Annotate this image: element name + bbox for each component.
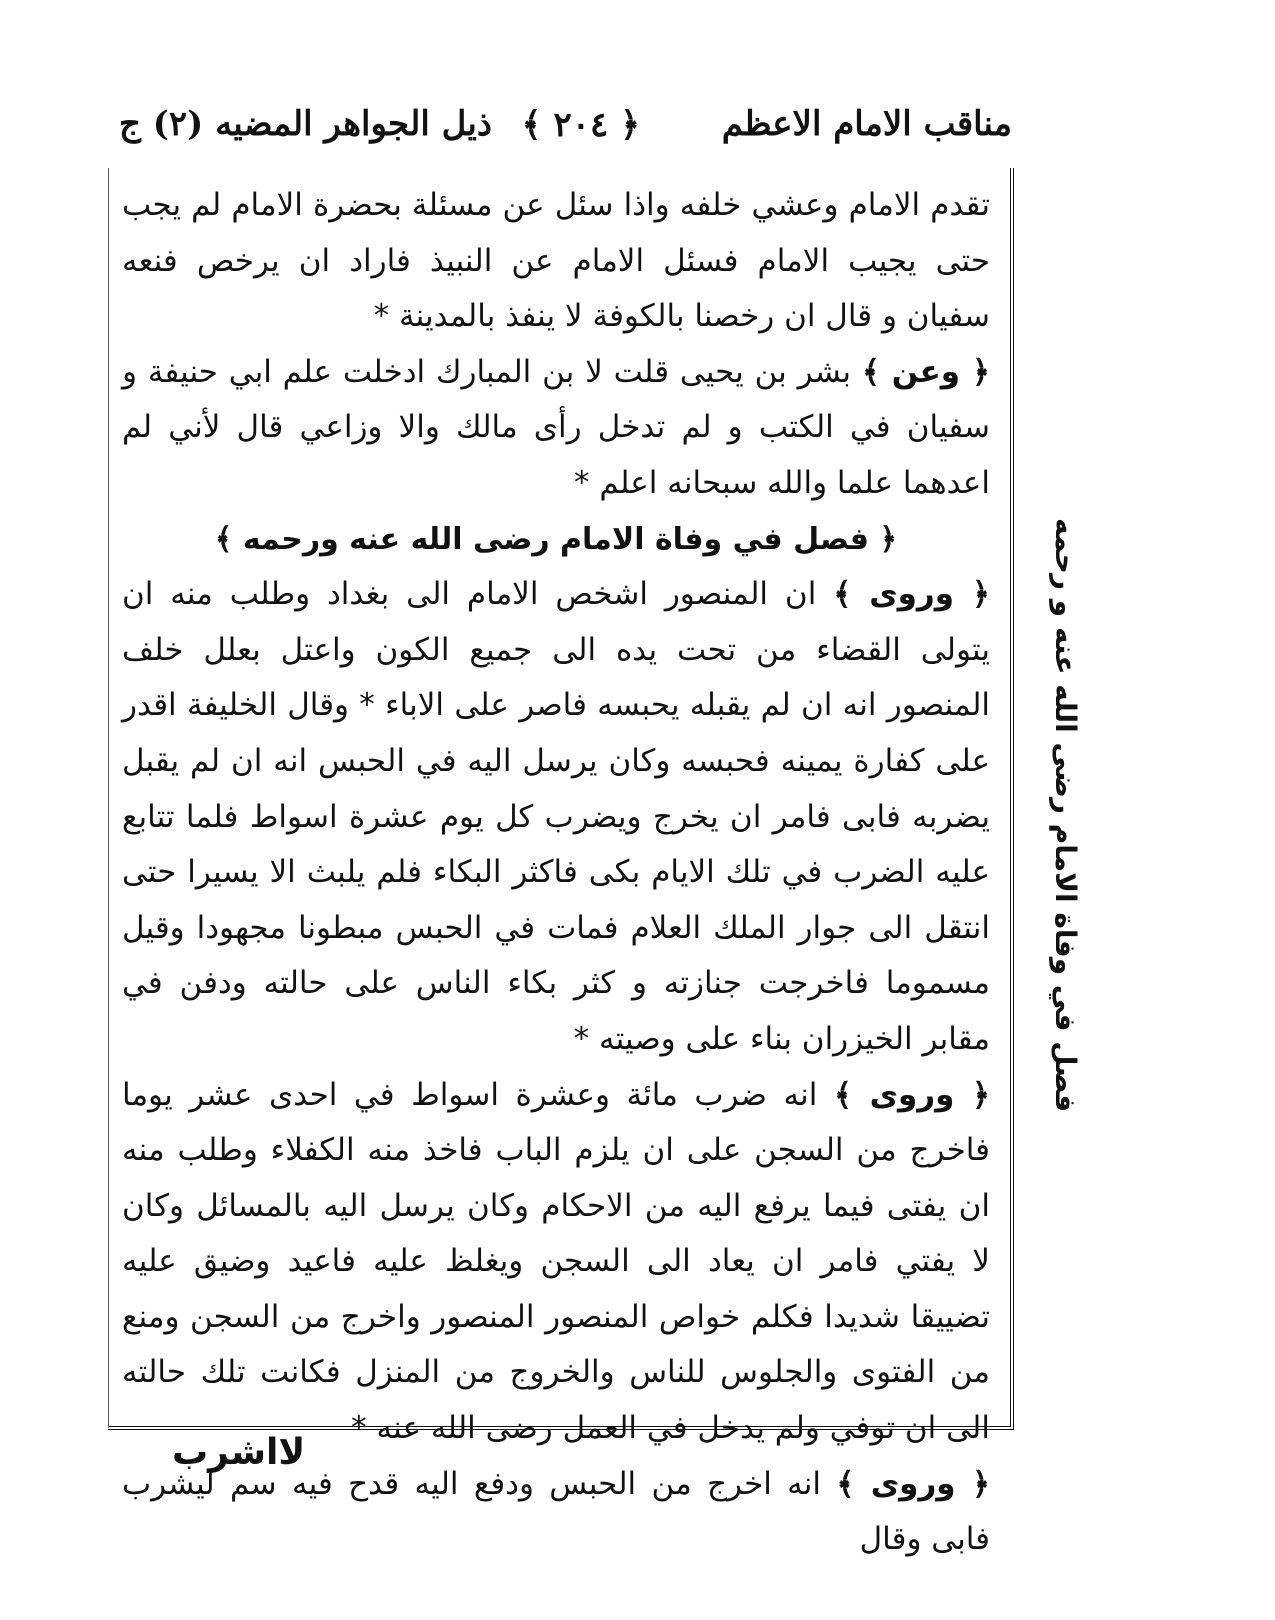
paragraph <box>122 567 990 1067</box>
paragraph-text: ان المنصور اشخص الامام الى بغداد وطلب منه ان يتولى القضاء من تحت يده الى جميع الكون واعتل بعلل خلف المنصور انه ان لم يقبله يحبسه فاصر على الاباء * وقال الخليفة اقدر على كفارة يمينه فحبسه وكان يرسل اليه في الحبس انه ان لم يقبل يضربه فابى فامر ان يخرج ويضرب كل يوم عشرة اسواط فلما تتابع عليه الضرب في تلك الايام بكى فاكثر البكاء فلم يلبث الا يسيرا حتى انتقل الى جوار الملك العلام فمات في الحبس مبطونا مجهودا وقيل مسموما فاخرجت جنازته و كثر بكاء الناس على حالته ودفن في مقابر الخيزران بناء على وصيته * <box>122 576 990 1057</box>
main-text <box>122 178 990 1568</box>
paragraph-text: انه اخرج من الحبس ودفع اليه قدح فيه سم ليشرب فابى وقال <box>122 1465 990 1558</box>
paragraph-text: انه ضرب مائة وعشرة اسواط في احدى عشر يوما فاخرج من السجن على ان يلزم الباب فاخذ منه الكفلاء وطلب منه ان يفتى فيما يرفع اليه من الاحكام وكان يرسل اليه بالمسائل وكان لا يفتي فامر ان يعاد الى السجن ويغلظ عليه فاعيد وضيق عليه تضييقا شديدا فكلم خواص المنصور المنصور واخرج من السجن ومنع من الفتوى والجلوس للناس والخروج من المنزل فكانت تلك حالته الى ان توفي ولم يدخل في العمل رضى الله عنه * <box>122 1076 990 1447</box>
page-number: ﴿ ٢٠٤ ﴾ <box>521 105 640 145</box>
paragraph-lead: ﴿ وروى ﴾ <box>833 1076 991 1113</box>
paragraph <box>122 345 990 512</box>
paragraph-lead: ﴿ وروى ﴾ <box>833 576 991 613</box>
paragraph-lead: ﴿ وروى ﴾ <box>836 1465 990 1502</box>
paragraph-text: بشر بن يحيى قلت لا بن المبارك ادخلت علم ابي حنيفة و سفيان في الكتب و لم تدخل رأى مالك والا وزاعي قال لأني لم اعدهما علما والله سبحانه اعلم * <box>122 353 990 501</box>
paragraph <box>122 1457 990 1568</box>
margin-note: فصل في وفاة الامام رضى الله عنه و رحمه <box>1049 518 1082 1113</box>
paragraph <box>122 178 990 345</box>
section-heading: ﴿ فصل في وفاة الامام رضى الله عنه ورحمه ﴾ <box>214 521 898 557</box>
paragraph-text: تقدم الامام وعشي خلفه واذا سئل عن مسئلة بحضرة الامام لم يجب حتى يجيب الامام فسئل الامام عن النبيذ فاراد ان يرخص فنعه سفيان و قال ان رخصنا بالكوفة لا ينفذ بالمدينة * <box>122 187 990 335</box>
catchword: لااشرب <box>172 1432 306 1473</box>
header-title-right: مناقب الامام الاعظم <box>721 104 1012 144</box>
paragraph-lead: ﴿ وعن ﴾ <box>861 353 990 390</box>
header-title-left: ذيل الجواهر المضيه (٢) ج <box>119 104 492 144</box>
paragraph <box>122 1068 990 1457</box>
running-header <box>112 96 1012 160</box>
